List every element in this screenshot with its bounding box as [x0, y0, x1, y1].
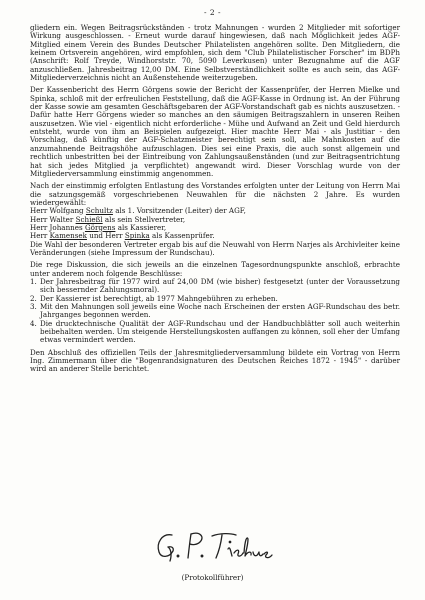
- paragraph-elections-intro: Nach der einstimmig erfolgten Entlastung des Vorstandes erfolgten unter der Leitung von Herrn Mai die satzungsgemäß vorgeschriebenen Neuwahlen für die nächsten 2 Jahre. Es wurden wiedergewählt:: [30, 181, 400, 207]
- paragraph-treasury-report: Der Kassenbericht des Herrn Görgens sowie der Bericht der Kassenprüfer, der Herren Mielke und Spinka, schloß mit der erfreulichen Feststellung, daß die AGF-Kasse in Ordnung ist. An der Führung der Kasse sowie am gesamten Geschäftsgebaren der AGF-Vorstandschaft gab es nichts auszusetzen. - Dafür hatte Herr Görgens wieder so manches an den säumigen Beitragszahlern in unseren Reihen auszusetzen. Wie viel - eigentlich nicht erforderliche - Mühe und Aufwand an Zeit und Geld hierdurch entsteht, wurde von ihm an Beispielen aufgezeigt. Hier machte Herr Mai - als Justitiar - den Vorschlag, daß künftig der AGF-Schatzmeister berechtigt sein soll, alle Mahnkosten auf die anzumahnende Beitragshöhe aufzuschlagen. Dies sei eine Praxis, die auch sonst allgemein und rechtlich unbestritten bei der Eintreibung von Zahlungsaußenständen (und zur Beitragsentrichtung hat sich jedes Mitglied ja verpflichtet) angewandt wird. Dieser Vorschlag wurde von der Mitgliederversammlung einstimmig angenommen.: [30, 85, 400, 178]
- signature-drawing: [150, 527, 280, 565]
- page-number: - 2 -: [203, 8, 222, 17]
- elected-officer-auditors: Herr Kamensek und Herr Spinka als Kassenprüfer.: [30, 231, 215, 241]
- paragraph-decisions-intro: Die rege Diskussion, die sich jeweils an die einzelnen Tagesordnungspunkte anschloß, erbrachte unter anderem noch folgende Beschlüsse:: [30, 260, 400, 278]
- elected-officer-chair: Herr Wolfgang Schultz als 1. Vorsitzender (Leiter) der AGF,: [30, 206, 246, 216]
- paragraph-membership: gliedern ein. Wegen Beitragsrückständen - trotz Mahnungen - wurden 2 Mitglieder mit sofortiger Wirkung ausgeschlossen. - Erneut wurde darauf hingewiesen, daß nach Möglichkeit jedes AGF-Mitglied einem Verein des Bundes Deutscher Philatelisten angehören sollte. Den Mitgliedern, die keinem Ortsverein angehören, wird empfohlen, sich dem "Club Philatelistischer Forscher" im BDPh (Anschrift: Rolf Treyde, Windhorststr. 70, 5090 Leverkusen) unter Bezugnahme auf die AGF anzuschließen. Jahresbeitrag 12,00 DM. Eine Selbstverständlichkeit sollte es auch sein, das AGF-Mitgliederverzeichnis nicht an Außenstehende weiterzugeben.: [30, 23, 400, 83]
- document-body: [30, 24, 400, 378]
- elected-officer-treasurer: Herr Johannes Görgens als Kassierer,: [30, 222, 167, 232]
- decision-item: 4. Die drucktechnische Qualität der AGF-Rundschau und der Handbuchblätter soll auch weiterhin beibehalten werden. Um steigende Herstellungskosten auffangen zu können, soll eher der Umfang etwas vermindert werden.: [30, 318, 400, 345]
- elected-officers-list: [30, 207, 400, 240]
- officer-name: Kamensek: [49, 231, 87, 241]
- officer-name: Görgens: [84, 222, 116, 232]
- handwritten-signature: [150, 527, 280, 565]
- decision-item: 2. Der Kassierer ist berechtigt, ab 1977 Mahngebühren zu erheben.: [30, 293, 278, 303]
- officer-name: Spinka: [124, 231, 150, 241]
- officer-name: Schultz: [85, 206, 113, 216]
- decision-item: 3. Mit den Mahnungen soll jeweils eine Woche nach Erscheinen der ersten AGF-Rundschau des betr. Jahrganges begonnen werden.: [30, 302, 400, 320]
- paragraph-elections-closing: Die Wahl der besonderen Vertreter ergab bis auf die Neuwahl von Herrn Narjes als Archivleiter keine Veränderungen (siehe Impressum der Rundschau).: [30, 239, 400, 257]
- decisions-list: [30, 278, 400, 345]
- decision-item: 1. Der Jahresbeitrag für 1977 wird auf 24,00 DM (wie bisher) festgesetzt (unter der Voraussetzung sich bessernder Zahlungsmoral).: [30, 276, 400, 295]
- officer-name: Schießl: [75, 214, 103, 224]
- paragraph-closing-lecture: Den Abschluß des offiziellen Teils der Jahresmitgliederversammlung bildete ein Vortrag von Herrn Ing. Zimmermann über die "Bogenrandsignaturen des Deutschen Reiches 1872 - 1945" - darüber wird an anderer Stelle berichtet.: [30, 347, 400, 374]
- elected-officer-deputy: Herr Walter Schießl als sein Stellvertreter,: [30, 214, 186, 224]
- signature-caption: (Protokollführer): [181, 573, 244, 582]
